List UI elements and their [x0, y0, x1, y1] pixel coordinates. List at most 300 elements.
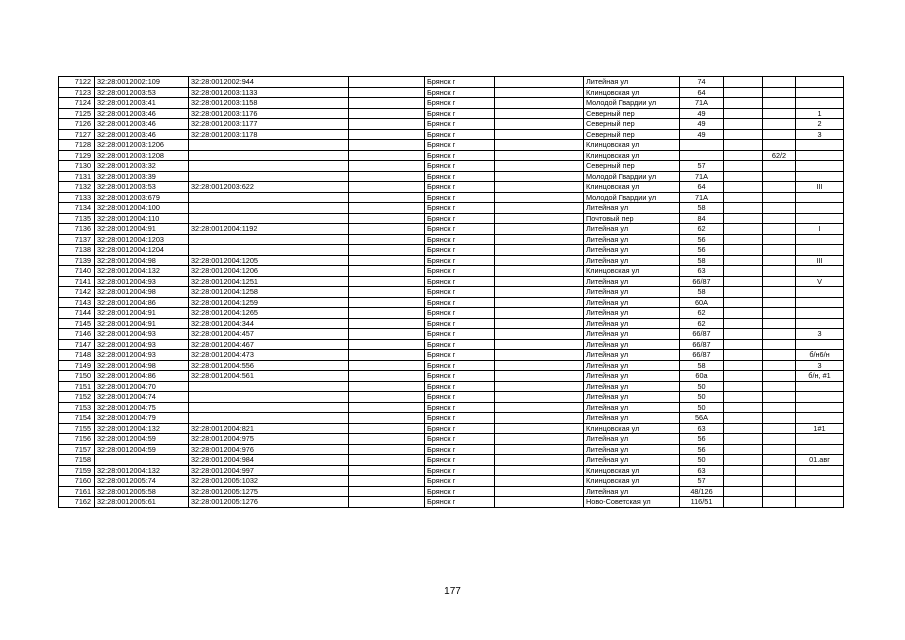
page-number: 177: [444, 586, 461, 597]
cell-parcel-number: 32:28:0012004:93: [95, 276, 189, 287]
cell-street: Литейная ул: [584, 455, 680, 466]
table-row: [59, 371, 844, 382]
cell-empty-col: [495, 203, 584, 214]
cell-empty-col: [349, 476, 425, 487]
cell-city: Брянск г: [425, 182, 495, 193]
cell-street: Клинцовская ул: [584, 465, 680, 476]
cell-house-number: 56: [680, 245, 724, 256]
cell-building: [763, 371, 796, 382]
cell-parcel-number: 32:28:0012004:93: [95, 329, 189, 340]
cell-house-number: 56: [680, 444, 724, 455]
cell-empty-col: [724, 465, 763, 476]
cell-flat: [796, 402, 844, 413]
cell-building-number: 32:28:0012003:1133: [189, 87, 349, 98]
cell-house-number: 62: [680, 318, 724, 329]
cell-street: Клинцовская ул: [584, 87, 680, 98]
cell-house-number: [680, 150, 724, 161]
cell-empty-col: [724, 161, 763, 172]
cell-empty-col: [724, 444, 763, 455]
cell-empty-col: [495, 444, 584, 455]
cell-empty-col: [349, 360, 425, 371]
cell-empty-col: [495, 381, 584, 392]
cell-flat: 3: [796, 129, 844, 140]
cell-building: [763, 87, 796, 98]
cell-row-number: 7162: [59, 497, 95, 508]
cell-empty-col: [724, 77, 763, 88]
cell-street: Литейная ул: [584, 297, 680, 308]
cell-building-number: 32:28:0012004:1205: [189, 255, 349, 266]
cell-building-number: [189, 413, 349, 424]
cell-city: Брянск г: [425, 381, 495, 392]
cadastre-table: [58, 76, 844, 508]
cell-parcel-number: 32:28:0012002:109: [95, 77, 189, 88]
cell-building: [763, 224, 796, 235]
cell-row-number: 7148: [59, 350, 95, 361]
cell-empty-col: [495, 423, 584, 434]
cell-building: [763, 423, 796, 434]
cell-empty-col: [495, 465, 584, 476]
cell-house-number: 50: [680, 392, 724, 403]
cell-empty-col: [495, 318, 584, 329]
cell-building: [763, 360, 796, 371]
cell-building-number: 32:28:0012004:457: [189, 329, 349, 340]
cell-empty-col: [495, 486, 584, 497]
cell-building: [763, 182, 796, 193]
cell-house-number: 57: [680, 476, 724, 487]
cell-row-number: 7122: [59, 77, 95, 88]
cell-city: Брянск г: [425, 392, 495, 403]
cell-empty-col: [495, 350, 584, 361]
cell-empty-col: [349, 297, 425, 308]
cell-building: [763, 192, 796, 203]
table-row: [59, 381, 844, 392]
cell-row-number: 7156: [59, 434, 95, 445]
cell-parcel-number: 32:28:0012004:91: [95, 224, 189, 235]
cell-empty-col: [495, 476, 584, 487]
cell-street: Клинцовская ул: [584, 140, 680, 151]
cell-house-number: 66/87: [680, 350, 724, 361]
cell-empty-col: [349, 119, 425, 130]
cell-empty-col: [495, 140, 584, 151]
cell-building-number: [189, 213, 349, 224]
cell-street: Литейная ул: [584, 287, 680, 298]
cell-street: Литейная ул: [584, 434, 680, 445]
cell-city: Брянск г: [425, 339, 495, 350]
cell-building: [763, 308, 796, 319]
cell-empty-col: [724, 339, 763, 350]
table-row: [59, 444, 844, 455]
cell-building-number: 32:28:0012004:1251: [189, 276, 349, 287]
cell-empty-col: [495, 245, 584, 256]
cell-building-number: 32:28:0012004:976: [189, 444, 349, 455]
cell-street: Литейная ул: [584, 486, 680, 497]
cell-street: Литейная ул: [584, 245, 680, 256]
cell-empty-col: [495, 371, 584, 382]
cell-building: [763, 287, 796, 298]
cell-empty-col: [349, 444, 425, 455]
cell-building: [763, 402, 796, 413]
cell-flat: [796, 234, 844, 245]
cell-street: Ново-Советская ул: [584, 497, 680, 508]
table-row: [59, 297, 844, 308]
cell-empty-col: [349, 98, 425, 109]
cell-parcel-number: 32:28:0012003:679: [95, 192, 189, 203]
cell-street: Литейная ул: [584, 329, 680, 340]
cell-parcel-number: [95, 455, 189, 466]
cell-flat: [796, 98, 844, 109]
cell-empty-col: [724, 318, 763, 329]
cell-house-number: 62: [680, 224, 724, 235]
cell-empty-col: [495, 98, 584, 109]
cell-empty-col: [495, 161, 584, 172]
cell-city: Брянск г: [425, 77, 495, 88]
cell-building: [763, 497, 796, 508]
cell-empty-col: [724, 119, 763, 130]
cell-city: Брянск г: [425, 98, 495, 109]
cell-parcel-number: 32:28:0012004:93: [95, 339, 189, 350]
cell-house-number: 64: [680, 182, 724, 193]
cell-flat: 3: [796, 360, 844, 371]
cell-empty-col: [349, 87, 425, 98]
cell-building: [763, 318, 796, 329]
table-row: [59, 318, 844, 329]
cell-house-number: 50: [680, 381, 724, 392]
cell-flat: III: [796, 255, 844, 266]
cell-flat: [796, 339, 844, 350]
cell-building-number: 32:28:0012004:473: [189, 350, 349, 361]
cell-building-number: 32:28:0012004:984: [189, 455, 349, 466]
cell-empty-col: [724, 423, 763, 434]
cell-parcel-number: 32:28:0012004:86: [95, 297, 189, 308]
table-row: [59, 350, 844, 361]
cell-parcel-number: 32:28:0012003:53: [95, 87, 189, 98]
cell-empty-col: [495, 87, 584, 98]
cell-empty-col: [349, 381, 425, 392]
cell-building-number: 32:28:0012004:821: [189, 423, 349, 434]
table-row: [59, 255, 844, 266]
cell-city: Брянск г: [425, 129, 495, 140]
cell-parcel-number: 32:28:0012004:132: [95, 423, 189, 434]
cell-building-number: 32:28:0012004:997: [189, 465, 349, 476]
cell-empty-col: [495, 255, 584, 266]
cell-empty-col: [724, 297, 763, 308]
cell-empty-col: [724, 129, 763, 140]
table-row: [59, 276, 844, 287]
cell-house-number: 84: [680, 213, 724, 224]
cell-row-number: 7134: [59, 203, 95, 214]
cell-row-number: 7147: [59, 339, 95, 350]
cell-building-number: [189, 171, 349, 182]
cell-empty-col: [724, 213, 763, 224]
cell-city: Брянск г: [425, 297, 495, 308]
cell-flat: 1: [796, 108, 844, 119]
cell-row-number: 7159: [59, 465, 95, 476]
cell-city: Брянск г: [425, 255, 495, 266]
cell-empty-col: [495, 360, 584, 371]
cell-city: Брянск г: [425, 308, 495, 319]
cell-city: Брянск г: [425, 140, 495, 151]
cell-building-number: 32:28:0012004:1206: [189, 266, 349, 277]
cell-city: Брянск г: [425, 192, 495, 203]
cell-building: [763, 108, 796, 119]
cell-building: [763, 476, 796, 487]
cell-street: Литейная ул: [584, 255, 680, 266]
cell-empty-col: [349, 329, 425, 340]
cell-building-number: 32:28:0012004:467: [189, 339, 349, 350]
cell-city: Брянск г: [425, 234, 495, 245]
cell-empty-col: [724, 413, 763, 424]
cell-row-number: 7136: [59, 224, 95, 235]
cell-building-number: 32:28:0012004:1258: [189, 287, 349, 298]
cell-flat: [796, 150, 844, 161]
table-row: [59, 192, 844, 203]
cell-parcel-number: 32:28:0012004:74: [95, 392, 189, 403]
cell-building: [763, 245, 796, 256]
cell-house-number: 63: [680, 266, 724, 277]
table-row: [59, 476, 844, 487]
cell-street: Литейная ул: [584, 350, 680, 361]
cell-empty-col: [349, 234, 425, 245]
table-row: [59, 108, 844, 119]
cell-flat: 3: [796, 329, 844, 340]
cell-empty-col: [349, 413, 425, 424]
cell-city: Брянск г: [425, 371, 495, 382]
table-row: [59, 77, 844, 88]
cell-building-number: [189, 203, 349, 214]
cell-building: [763, 486, 796, 497]
cell-empty-col: [495, 402, 584, 413]
cell-empty-col: [495, 77, 584, 88]
cell-parcel-number: 32:28:0012003:53: [95, 182, 189, 193]
table-body: [59, 77, 844, 508]
cell-house-number: 49: [680, 129, 724, 140]
table-row: [59, 129, 844, 140]
cell-parcel-number: 32:28:0012003:46: [95, 108, 189, 119]
cell-empty-col: [349, 255, 425, 266]
cell-city: Брянск г: [425, 224, 495, 235]
cell-flat: [796, 171, 844, 182]
cell-parcel-number: 32:28:0012004:132: [95, 465, 189, 476]
cell-empty-col: [349, 150, 425, 161]
cell-building-number: [189, 192, 349, 203]
table-row: [59, 434, 844, 445]
cell-empty-col: [724, 486, 763, 497]
table-row: [59, 224, 844, 235]
cell-city: Брянск г: [425, 486, 495, 497]
cell-empty-col: [495, 266, 584, 277]
cell-street: Литейная ул: [584, 444, 680, 455]
cell-street: Почтовый пер: [584, 213, 680, 224]
cell-parcel-number: 32:28:0012004:86: [95, 371, 189, 382]
cell-flat: [796, 465, 844, 476]
cell-parcel-number: 32:28:0012003:32: [95, 161, 189, 172]
cell-empty-col: [349, 486, 425, 497]
cell-empty-col: [724, 497, 763, 508]
cell-empty-col: [724, 171, 763, 182]
cell-building-number: [189, 245, 349, 256]
cell-parcel-number: 32:28:0012003:46: [95, 119, 189, 130]
cell-row-number: 7161: [59, 486, 95, 497]
cell-empty-col: [724, 266, 763, 277]
cell-flat: [796, 287, 844, 298]
cell-row-number: 7125: [59, 108, 95, 119]
cell-empty-col: [495, 434, 584, 445]
cell-empty-col: [349, 423, 425, 434]
cell-house-number: 58: [680, 287, 724, 298]
cell-city: Брянск г: [425, 476, 495, 487]
cell-flat: I: [796, 224, 844, 235]
cell-empty-col: [724, 287, 763, 298]
cell-empty-col: [349, 287, 425, 298]
cell-flat: [796, 413, 844, 424]
cell-parcel-number: 32:28:0012004:59: [95, 434, 189, 445]
cell-building-number: 32:28:0012004:1259: [189, 297, 349, 308]
cell-street: Литейная ул: [584, 224, 680, 235]
cell-row-number: 7123: [59, 87, 95, 98]
cell-building: 62/2: [763, 150, 796, 161]
cell-flat: б/н, #1: [796, 371, 844, 382]
cell-empty-col: [349, 77, 425, 88]
cell-street: Клинцовская ул: [584, 476, 680, 487]
cell-row-number: 7154: [59, 413, 95, 424]
cell-street: Литейная ул: [584, 77, 680, 88]
cell-empty-col: [349, 434, 425, 445]
cell-empty-col: [495, 455, 584, 466]
cell-empty-col: [495, 150, 584, 161]
cell-building-number: [189, 150, 349, 161]
cell-flat: [796, 476, 844, 487]
cell-empty-col: [349, 371, 425, 382]
cell-building: [763, 455, 796, 466]
cell-flat: 2: [796, 119, 844, 130]
cell-empty-col: [495, 297, 584, 308]
cell-empty-col: [349, 203, 425, 214]
cell-empty-col: [724, 108, 763, 119]
cell-building-number: 32:28:0012005:1276: [189, 497, 349, 508]
cell-parcel-number: 32:28:0012004:98: [95, 287, 189, 298]
table-row: [59, 161, 844, 172]
cell-flat: [796, 213, 844, 224]
cell-building-number: 32:28:0012005:1275: [189, 486, 349, 497]
cell-city: Брянск г: [425, 318, 495, 329]
cell-house-number: 58: [680, 255, 724, 266]
cell-empty-col: [349, 171, 425, 182]
table-row: [59, 360, 844, 371]
cell-flat: [796, 392, 844, 403]
cell-street: Молодой Гвардии ул: [584, 171, 680, 182]
cell-flat: [796, 87, 844, 98]
table-row: [59, 213, 844, 224]
cell-city: Брянск г: [425, 108, 495, 119]
table-row: [59, 171, 844, 182]
cell-house-number: 58: [680, 203, 724, 214]
cell-flat: [796, 245, 844, 256]
cell-empty-col: [495, 224, 584, 235]
table-row: [59, 402, 844, 413]
cell-empty-col: [724, 308, 763, 319]
cell-empty-col: [724, 182, 763, 193]
cell-building: [763, 434, 796, 445]
cell-flat: [796, 486, 844, 497]
cell-building-number: [189, 402, 349, 413]
table-row: [59, 98, 844, 109]
cell-building-number: [189, 381, 349, 392]
cell-building: [763, 266, 796, 277]
table-row: [59, 465, 844, 476]
cell-empty-col: [724, 255, 763, 266]
cell-empty-col: [349, 318, 425, 329]
cell-building-number: 32:28:0012005:1032: [189, 476, 349, 487]
cell-house-number: 48/126: [680, 486, 724, 497]
cell-flat: [796, 77, 844, 88]
cell-building: [763, 234, 796, 245]
cell-empty-col: [349, 182, 425, 193]
cell-building-number: [189, 234, 349, 245]
cell-building: [763, 129, 796, 140]
table-row: [59, 339, 844, 350]
cell-building: [763, 77, 796, 88]
cell-empty-col: [724, 234, 763, 245]
cell-building: [763, 339, 796, 350]
table-row: [59, 182, 844, 193]
cell-empty-col: [724, 203, 763, 214]
cell-row-number: 7130: [59, 161, 95, 172]
cell-parcel-number: 32:28:0012004:91: [95, 318, 189, 329]
cell-city: Брянск г: [425, 434, 495, 445]
cell-flat: [796, 381, 844, 392]
cell-house-number: 66/87: [680, 339, 724, 350]
cell-empty-col: [349, 192, 425, 203]
table-row: [59, 486, 844, 497]
cell-row-number: 7146: [59, 329, 95, 340]
cell-flat: [796, 203, 844, 214]
cell-row-number: 7128: [59, 140, 95, 151]
cell-row-number: 7142: [59, 287, 95, 298]
cell-building: [763, 140, 796, 151]
cell-empty-col: [495, 119, 584, 130]
cell-building: [763, 98, 796, 109]
cell-row-number: 7131: [59, 171, 95, 182]
cell-empty-col: [495, 287, 584, 298]
cell-empty-col: [349, 392, 425, 403]
cell-row-number: 7145: [59, 318, 95, 329]
cell-city: Брянск г: [425, 360, 495, 371]
cell-flat: V: [796, 276, 844, 287]
cell-row-number: 7158: [59, 455, 95, 466]
cell-empty-col: [724, 329, 763, 340]
cell-flat: [796, 140, 844, 151]
cell-building-number: 32:28:0012003:1177: [189, 119, 349, 130]
cell-street: Литейная ул: [584, 413, 680, 424]
cell-house-number: 60А: [680, 297, 724, 308]
cell-flat: 1#1: [796, 423, 844, 434]
cell-parcel-number: 32:28:0012003:1208: [95, 150, 189, 161]
cell-empty-col: [724, 381, 763, 392]
cell-empty-col: [349, 465, 425, 476]
cell-building: [763, 350, 796, 361]
cell-building-number: 32:28:0012002:944: [189, 77, 349, 88]
cell-street: Литейная ул: [584, 392, 680, 403]
cell-flat: [796, 434, 844, 445]
cell-empty-col: [349, 266, 425, 277]
cell-flat: [796, 161, 844, 172]
table-row: [59, 329, 844, 340]
cell-parcel-number: 32:28:0012004:1203: [95, 234, 189, 245]
cell-building: [763, 276, 796, 287]
cell-building-number: 32:28:0012004:561: [189, 371, 349, 382]
cell-empty-col: [724, 276, 763, 287]
cell-street: Северный пер: [584, 108, 680, 119]
